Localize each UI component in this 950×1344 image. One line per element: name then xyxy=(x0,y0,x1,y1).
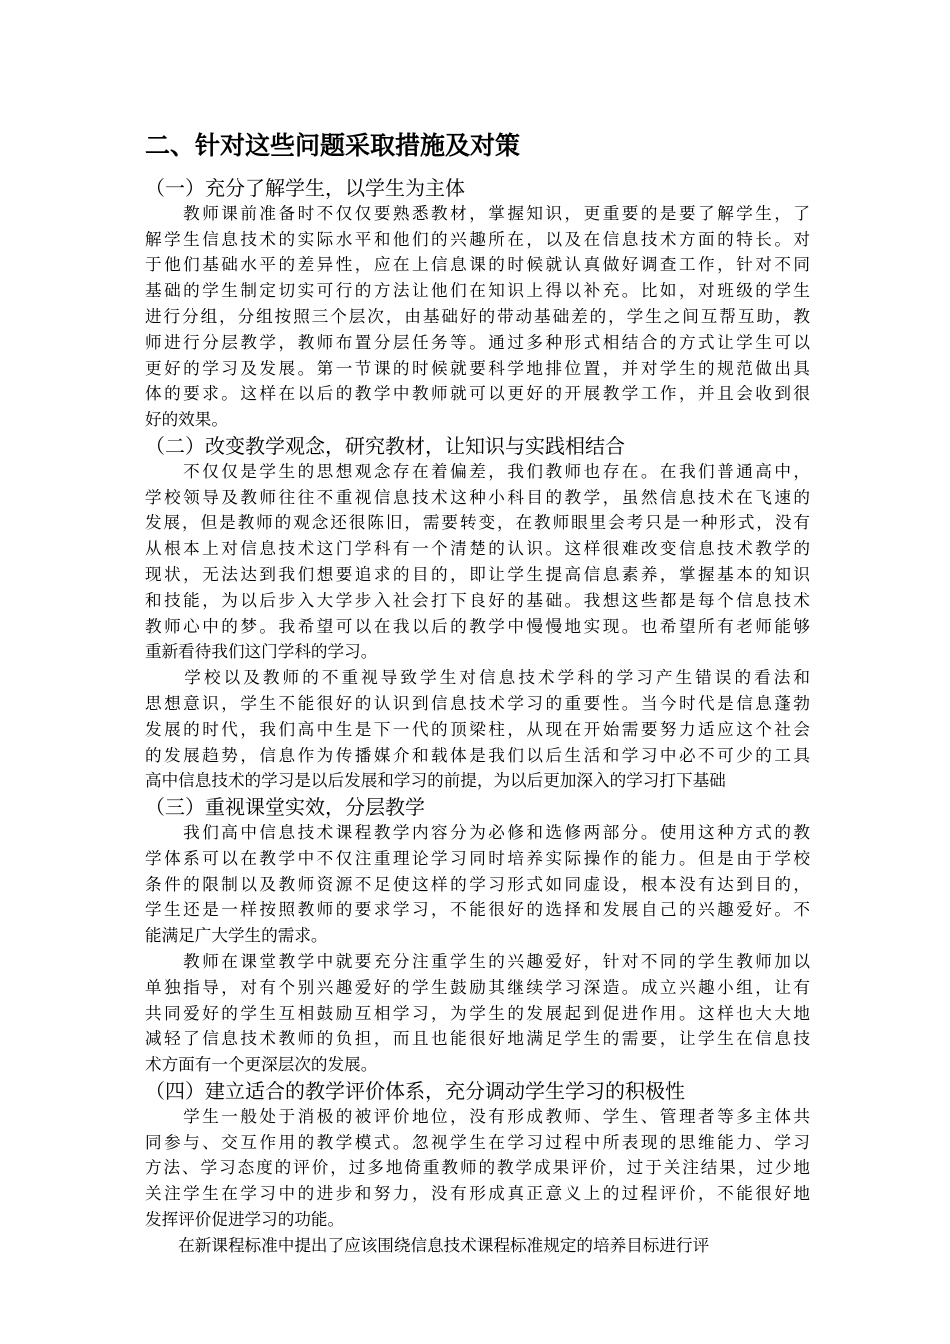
paragraph-line: 条件的限制以及教师资源不足使这样的学习形式如同虚设，根本没有达到目的， xyxy=(145,874,810,894)
paragraph-line: 师进行分层教学，教师布置分层任务等。通过多种形式相结合的方式让学生可以 xyxy=(145,332,810,352)
paragraph-line: 在新课程标准中提出了应该围绕信息技术课程标准规定的培养目标进行评 xyxy=(145,1235,710,1255)
paragraph-line: 共同爱好的学生互相鼓励互相学习，为学生的发展起到促进作用。这样也大大地 xyxy=(145,1003,810,1023)
paragraph-line: 学生一般处于消极的被评价地位，没有形成教师、学生、管理者等多主体共 xyxy=(145,1106,810,1126)
paragraph-line: 关注学生在学习中的进步和努力，没有形成真正意义上的过程评价，不能很好地 xyxy=(145,1184,810,1204)
paragraph-line: 和技能，为以后步入大学步入社会打下良好的基础。我想这些都是每个信息技术 xyxy=(145,590,810,610)
subsection-title: （三）重视课堂实效，分层教学 xyxy=(145,795,425,820)
paragraph-line: 体的要求。这样在以后的教学中教师就可以更好的开展教学工作，并且会收到很 xyxy=(145,384,810,404)
paragraph-line: 术方面有一个更深层次的发展。 xyxy=(145,1055,378,1075)
paragraph-line: 同参与、交互作用的教学模式。忽视学生在学习过程中所表现的思维能力、学习 xyxy=(145,1132,810,1152)
paragraph-line: 发展，但是教师的观念还很陈旧，需要转变，在教师眼里会考只是一种形式，没有 xyxy=(145,513,810,533)
paragraph-line: 教师心中的梦。我希望可以在我以后的教学中慢慢地实现。也希望所有老师能够 xyxy=(145,616,810,636)
paragraph-line: 进行分组，分组按照三个层次，由基础好的带动基础差的，学生之间互帮互助，教 xyxy=(145,307,810,326)
subsection-title: （四）建立适合的教学评价体系，充分调动学生学习的积极性 xyxy=(145,1079,685,1103)
paragraph-line: 教师在课堂教学中就要充分注重学生的兴趣爱好，针对不同的学生教师加以 xyxy=(145,952,810,971)
paragraph-line: 于他们基础水平的差异性，应在上信息课的时候就认真做好调查工作，针对不同 xyxy=(145,255,810,275)
paragraph-line: 思想意识，学生不能很好的认识到信息技术学习的重要性。当今时代是信息蓬勃 xyxy=(145,694,810,713)
paragraph-line: 学生还是一样按照教师的要求学习，不能很好的选择和发展自己的兴趣爱好。不 xyxy=(145,900,810,920)
section-heading: 二、针对这些问题采取措施及对策 xyxy=(145,131,521,160)
subsection-title: （一）充分了解学生，以学生为主体 xyxy=(145,176,465,200)
paragraph-line: 发挥评价促进学习的功能。 xyxy=(145,1210,345,1229)
paragraph-line: 基础的学生制定切实可行的方法让他们在知识上得以补充。比如，对班级的学生 xyxy=(145,281,810,301)
paragraph-line: 不仅仅是学生的思想观念存在着偏差，我们教师也存在。在我们普通高中， xyxy=(145,461,810,481)
paragraph-line: 学校领导及教师往往不重视信息技术这种小科目的教学，虽然信息技术在飞速的 xyxy=(145,487,810,507)
paragraph-line: 我们高中信息技术课程教学内容分为必修和选修两部分。使用这种方式的教 xyxy=(145,823,810,842)
paragraph-line: 好的效果。 xyxy=(145,410,228,430)
paragraph-line: 教师课前准备时不仅仅要熟悉教材，掌握知识，更重要的是要了解学生，了 xyxy=(145,203,810,223)
paragraph-line: 现状，无法达到我们想要追求的目的，即让学生提高信息素养，掌握基本的知识 xyxy=(145,565,810,584)
paragraph-line: 解学生信息技术的实际水平和他们的兴趣所在，以及在信息技术方面的特长。对 xyxy=(145,229,810,249)
paragraph-line: 方法、学习态度的评价，过多地倚重教师的教学成果评价，过于关注结果，过少地 xyxy=(145,1158,810,1178)
paragraph-line: 学体系可以在教学中不仅注重理论学习同时培养实际操作的能力。但是由于学校 xyxy=(145,848,810,868)
paragraph-line: 发展的时代，我们高中生是下一代的顶梁柱，从现在开始需要努力适应这个社会 xyxy=(145,719,810,739)
paragraph-line: 高中信息技术的学习是以后发展和学习的前提，为以后更加深入的学习打下基础 xyxy=(145,771,726,791)
paragraph-line: 能满足广大学生的需求。 xyxy=(145,926,328,946)
paragraph-line: 的发展趋势，信息作为传播媒介和载体是我们以后生活和学习中必不可少的工具 xyxy=(145,745,810,765)
paragraph-line: 单独指导，对有个别兴趣爱好的学生鼓励其继续学习深造。成立兴趣小组，让有 xyxy=(145,977,810,997)
paragraph-line: 从根本上对信息技术这门学科有一个清楚的认识。这样很难改变信息技术教学的 xyxy=(145,539,810,559)
paragraph-line: 更好的学习及发展。第一节课的时候就要科学地排位置，并对学生的规范做出具 xyxy=(145,358,810,378)
subsection-title: （二）改变教学观念，研究教材，让知识与实践相结合 xyxy=(145,434,625,458)
paragraph-line: 减轻了信息技术教师的负担，而且也能很好地满足学生的需要，让学生在信息技 xyxy=(145,1029,810,1049)
paragraph-line: 学校以及教师的不重视导致学生对信息技术学科的学习产生错误的看法和 xyxy=(145,668,810,688)
paragraph-line: 重新看待我们这门学科的学习。 xyxy=(145,642,378,662)
